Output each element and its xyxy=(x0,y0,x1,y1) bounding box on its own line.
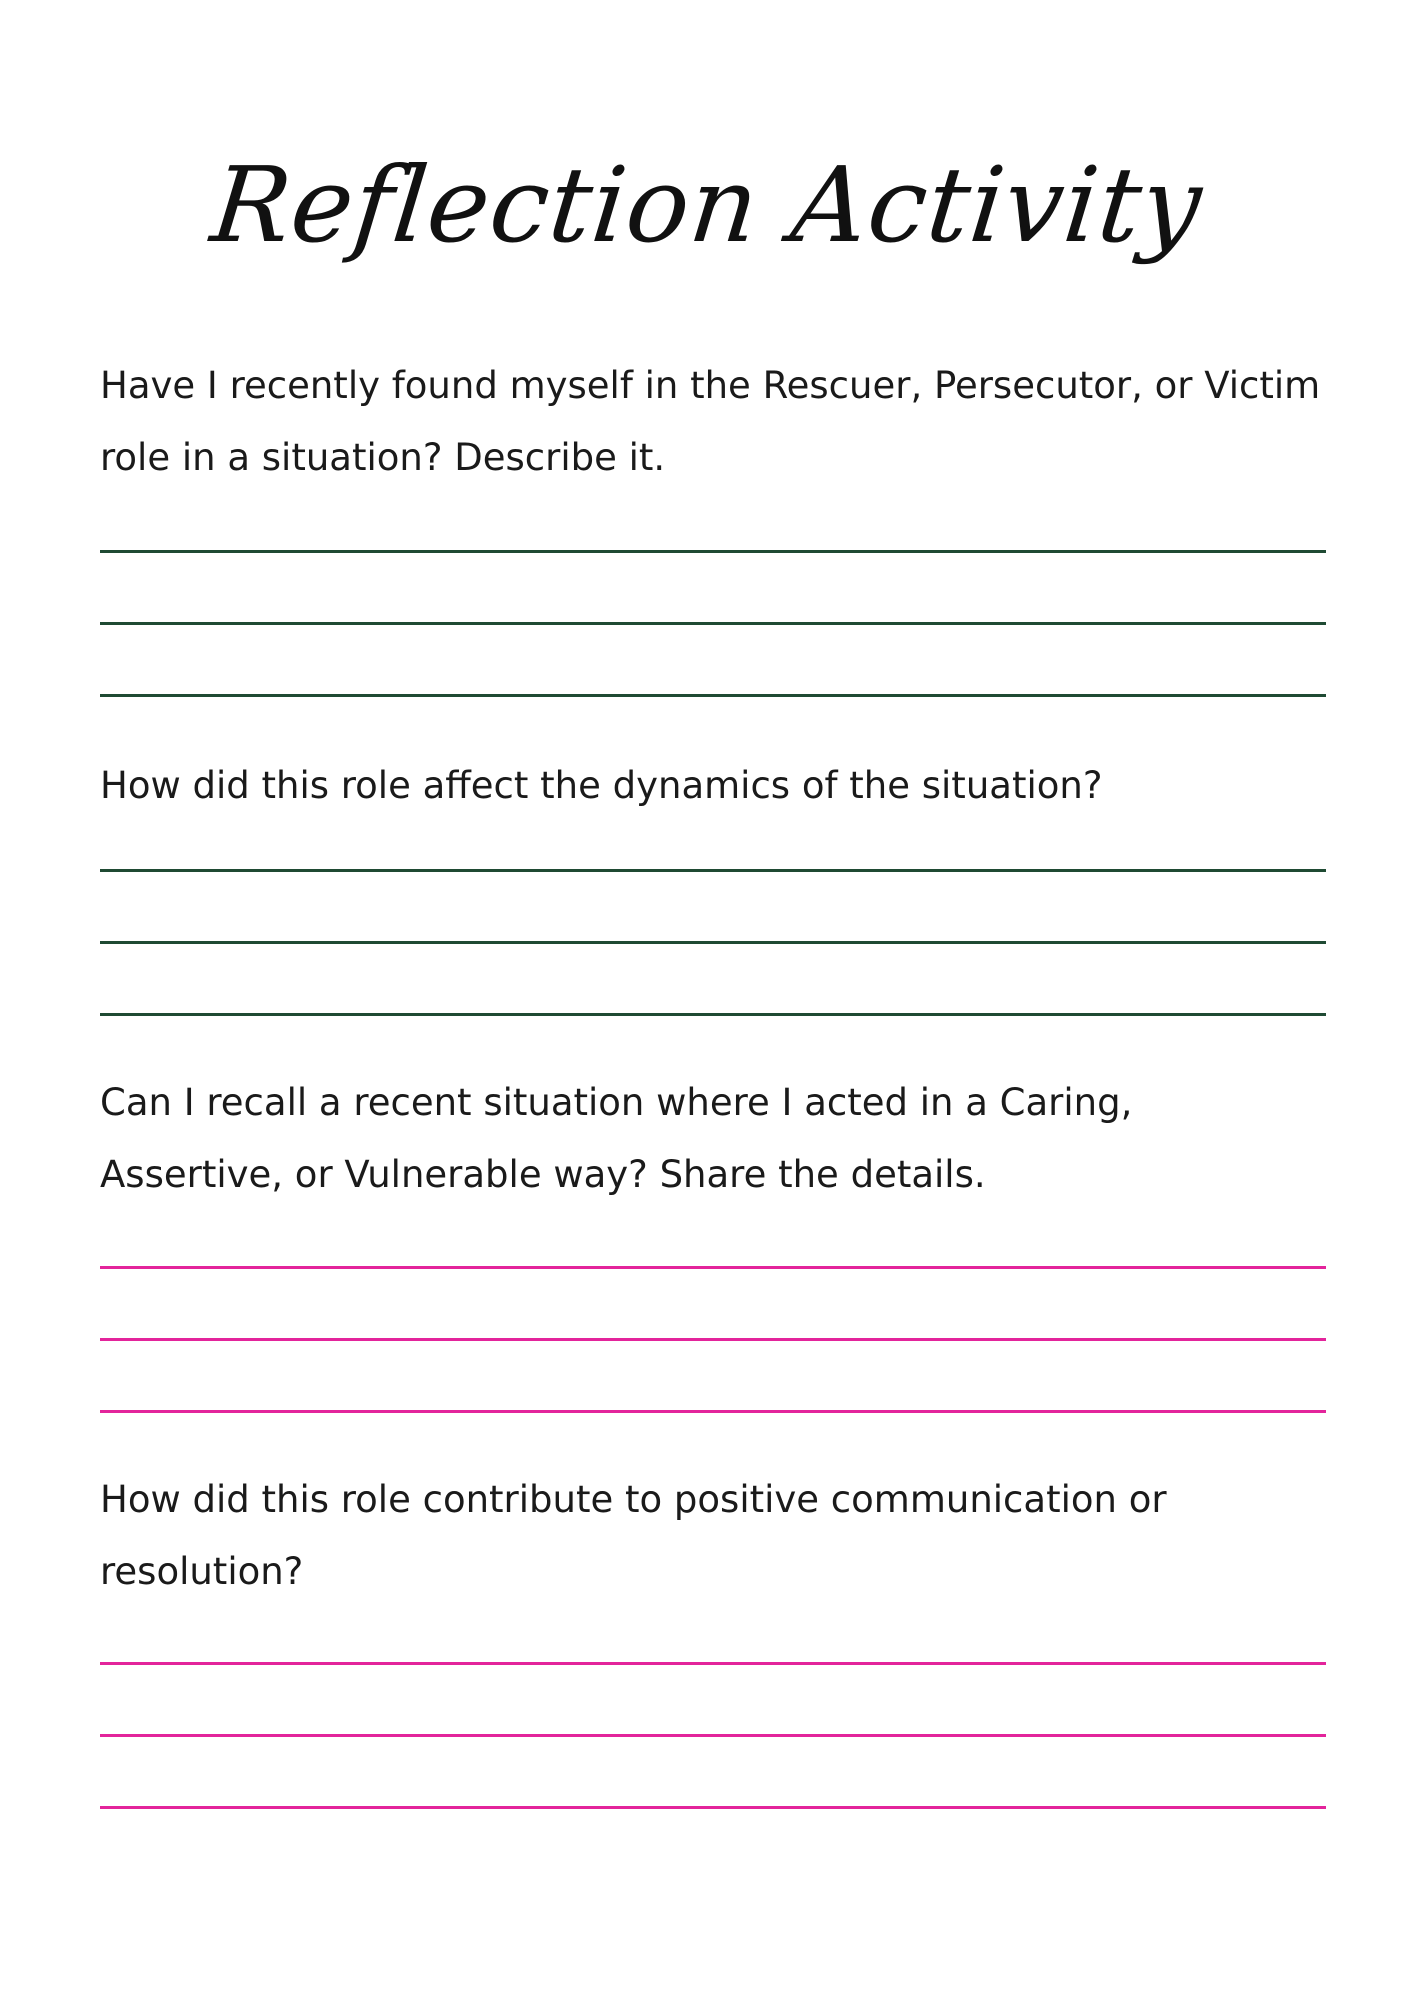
question-4-text: How did this role contribute to positive communication or resolution? xyxy=(100,1478,1167,1593)
question-block-1 xyxy=(100,350,1326,494)
answer-line[interactable] xyxy=(100,941,1326,944)
answer-line[interactable] xyxy=(100,1338,1326,1341)
answer-line[interactable] xyxy=(100,1266,1326,1269)
question-block-3 xyxy=(100,1067,1326,1211)
answer-line[interactable] xyxy=(100,869,1326,872)
question-2-text: How did this role affect the dynamics of the situation? xyxy=(100,764,1103,807)
answer-line[interactable] xyxy=(100,1013,1326,1016)
answer-line[interactable] xyxy=(100,1410,1326,1413)
page-title: Reflection Activity xyxy=(206,144,1208,266)
answer-line[interactable] xyxy=(100,550,1326,553)
question-block-4 xyxy=(100,1464,1326,1608)
answer-line[interactable] xyxy=(100,1734,1326,1737)
answer-line[interactable] xyxy=(100,694,1326,697)
answer-line[interactable] xyxy=(100,1806,1326,1809)
answer-line[interactable] xyxy=(100,622,1326,625)
question-block-2 xyxy=(100,750,1326,822)
question-3-text: Can I recall a recent situation where I acted in a Caring, Assertive, or Vulnerable way? Share the details. xyxy=(100,1081,1133,1196)
question-1-text: Have I recently found myself in the Rescuer, Persecutor, or Victim role in a situation? Describe it. xyxy=(100,364,1321,479)
answer-line[interactable] xyxy=(100,1662,1326,1665)
